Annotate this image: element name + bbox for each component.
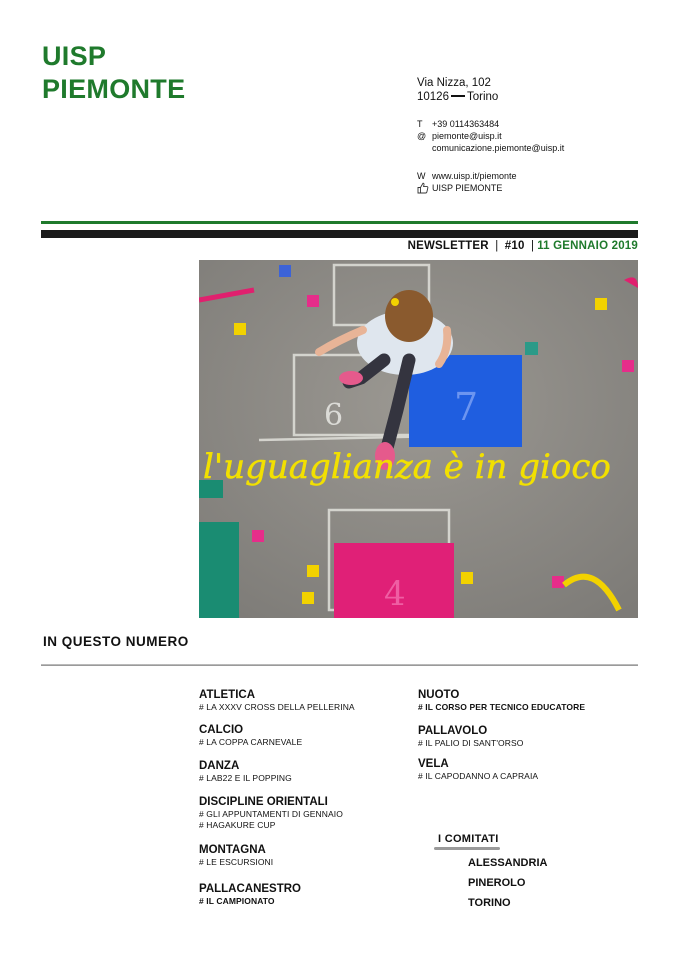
social-row[interactable] bbox=[417, 182, 564, 194]
email-row bbox=[417, 130, 564, 142]
separator: | bbox=[531, 240, 535, 252]
toc-left bbox=[199, 688, 355, 713]
toc-left bbox=[199, 882, 301, 907]
section-title: IN QUESTO NUMERO bbox=[43, 634, 189, 649]
toc-group-discipline-orientali[interactable] bbox=[199, 795, 343, 831]
section-divider bbox=[41, 664, 638, 666]
category-heading: DISCIPLINE ORIENTALI bbox=[199, 796, 328, 808]
comitati-underline bbox=[434, 847, 500, 850]
toc-group-danza[interactable] bbox=[199, 759, 292, 784]
category-heading: MONTAGNA bbox=[199, 844, 266, 856]
issue-number: #10 bbox=[504, 240, 525, 252]
toc-group-montagna[interactable] bbox=[199, 843, 273, 868]
comitato-link-torino[interactable]: TORINO bbox=[468, 897, 511, 909]
svg-text:6: 6 bbox=[324, 398, 344, 433]
email-row-2 bbox=[417, 142, 564, 154]
social-link[interactable]: UISP PIEMONTE bbox=[432, 183, 503, 193]
toc-left bbox=[199, 759, 292, 784]
category-heading: PALLACANESTRO bbox=[199, 883, 302, 895]
toc-group-pallacanestro[interactable] bbox=[199, 882, 301, 907]
article-link[interactable]: # IL CORSO PER TECNICO EDUCATORE bbox=[418, 702, 586, 712]
toc-left bbox=[199, 723, 302, 748]
newsletter-bar bbox=[408, 240, 638, 252]
article-link[interactable]: # LE ESCURSIONI bbox=[199, 857, 274, 867]
comitati-title: I COMITATI bbox=[438, 833, 499, 845]
category-heading: DANZA bbox=[199, 760, 240, 772]
email-secondary[interactable]: comunicazione.piemonte@uisp.it bbox=[432, 143, 565, 153]
toc-right bbox=[418, 724, 523, 749]
comitato-link-pinerolo[interactable]: PINEROLO bbox=[468, 877, 526, 889]
article-link[interactable]: # LA XXXV CROSS DELLA PELLERINA bbox=[199, 702, 355, 712]
toc-group-pallavolo[interactable] bbox=[418, 724, 523, 749]
thumbs-up-icon bbox=[417, 182, 429, 194]
article-link[interactable]: # IL CAPODANNO A CAPRAIA bbox=[418, 771, 539, 781]
phone-label: T bbox=[417, 119, 423, 129]
toc-left bbox=[199, 795, 343, 831]
article-link[interactable]: # IL PALIO DI SANT'ORSO bbox=[418, 738, 524, 748]
dash-icon bbox=[451, 95, 465, 97]
category-heading: VELA bbox=[418, 758, 449, 770]
svg-text:4: 4 bbox=[384, 574, 406, 614]
article-link[interactable]: # HAGAKURE CUP bbox=[199, 820, 276, 830]
comitati-list bbox=[468, 856, 547, 916]
toc-group-nuoto[interactable] bbox=[418, 688, 585, 713]
web-row bbox=[417, 170, 564, 182]
newsletter-label: NEWSLETTER bbox=[407, 240, 489, 252]
overlay-text: l'uguaglianza è in gioco bbox=[203, 447, 611, 487]
header-rule-black bbox=[41, 230, 638, 238]
address-city: Torino bbox=[466, 91, 499, 103]
brand-line1: UISP bbox=[42, 41, 107, 71]
toc-group-vela[interactable] bbox=[418, 757, 538, 782]
header-rule-green bbox=[41, 221, 638, 224]
web-link[interactable]: www.uisp.it/piemonte bbox=[432, 171, 517, 181]
toc-right bbox=[418, 688, 585, 713]
email-label: @ bbox=[417, 131, 427, 141]
web-label: W bbox=[417, 171, 426, 181]
email-primary[interactable]: piemonte@uisp.it bbox=[432, 131, 502, 141]
phone-row bbox=[417, 118, 564, 130]
separator: | bbox=[495, 240, 499, 252]
brand-line2: PIEMONTE bbox=[42, 74, 186, 104]
hopscotch-illustration bbox=[199, 260, 638, 618]
toc-group-calcio[interactable] bbox=[199, 723, 302, 748]
contact-block bbox=[417, 76, 564, 194]
svg-text:7: 7 bbox=[454, 385, 479, 429]
article-link[interactable]: # IL CAMPIONATO bbox=[199, 896, 275, 906]
category-heading: CALCIO bbox=[199, 724, 244, 736]
article-link[interactable]: # LA COPPA CARNEVALE bbox=[199, 737, 303, 747]
address-line1: Via Nizza, 102 bbox=[417, 77, 491, 89]
category-heading: PALLAVOLO bbox=[418, 725, 488, 737]
comitato-link-alessandria[interactable]: ALESSANDRIA bbox=[468, 857, 548, 869]
address-line2 bbox=[417, 90, 564, 104]
article-link[interactable]: # LAB22 E IL POPPING bbox=[199, 773, 292, 783]
category-heading: NUOTO bbox=[418, 689, 460, 701]
toc-left bbox=[199, 843, 273, 868]
brand-logo bbox=[42, 40, 185, 106]
toc-group-atletica[interactable] bbox=[199, 688, 355, 713]
issue-date: 11 GENNAIO 2019 bbox=[537, 240, 638, 252]
category-heading: ATLETICA bbox=[199, 689, 256, 701]
toc-right bbox=[418, 757, 538, 782]
address-cap: 10126 bbox=[417, 91, 449, 103]
article-link[interactable]: # GLI APPUNTAMENTI DI GENNAIO bbox=[199, 809, 343, 819]
phone-number[interactable]: +39 0114363484 bbox=[432, 119, 500, 129]
hero-image bbox=[199, 260, 638, 618]
